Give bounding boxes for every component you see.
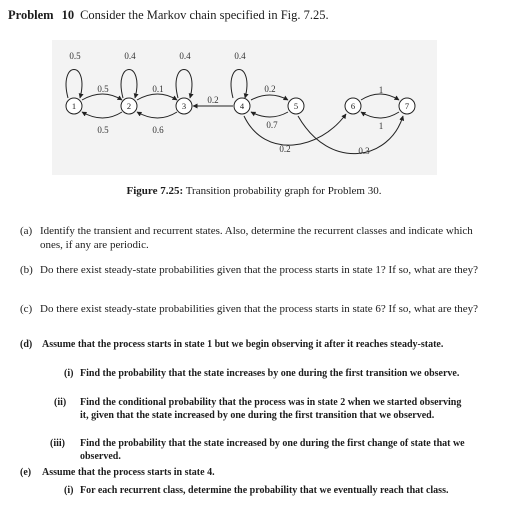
question-d-iii-label: (iii) xyxy=(50,438,65,449)
edge-5-4 xyxy=(251,112,288,117)
question-d-ii-text: Find the conditional probability that the process was in state 2 when we started observing it, given that the state increased by one during the first transition that we observed. xyxy=(80,397,462,421)
question-e xyxy=(20,467,490,481)
prob-5-4: 0.7 xyxy=(266,120,278,130)
state-label-5: 5 xyxy=(293,101,299,111)
prob-7-6: 1 xyxy=(378,121,384,131)
markov-chain-diagram xyxy=(0,0,508,180)
question-d-i-label: (i) xyxy=(64,368,74,379)
problem-number: 10 xyxy=(61,8,75,22)
edge-3-2 xyxy=(137,112,177,118)
prob-5-7: 0.3 xyxy=(358,146,370,156)
question-b-label: (b) xyxy=(20,264,33,276)
prob-4-6: 0.2 xyxy=(279,144,291,154)
self-loop-3 xyxy=(176,70,192,99)
question-e-i-label: (i) xyxy=(64,485,74,496)
state-label-4: 4 xyxy=(239,101,245,111)
state-label-1: 1 xyxy=(71,101,77,111)
edge-2-3 xyxy=(137,94,177,100)
prob-2-3: 0.1 xyxy=(152,84,164,94)
edge-5-7 xyxy=(298,116,403,154)
state-label-2: 2 xyxy=(126,101,132,111)
state-label-6: 6 xyxy=(350,101,356,111)
prob-self-1: 0.5 xyxy=(69,51,81,61)
edge-7-6 xyxy=(361,112,399,118)
state-label-3: 3 xyxy=(181,101,187,111)
prob-6-7: 1 xyxy=(378,85,384,95)
prob-self-4: 0.4 xyxy=(234,51,246,61)
question-d-ii xyxy=(54,397,478,435)
question-c-text: Do there exist steady-state probabilities given that the process starts in state 6? If so, what are they? xyxy=(40,303,479,315)
prob-self-3: 0.4 xyxy=(179,51,191,61)
prob-self-2: 0.4 xyxy=(124,51,136,61)
problem-label: Problem xyxy=(8,8,54,22)
question-d-text: Assume that the process starts in state 1 but we begin observing it after it reaches steady-state. xyxy=(42,339,444,350)
question-b xyxy=(20,264,490,294)
prob-3-2: 0.6 xyxy=(152,125,164,135)
question-e-i xyxy=(58,485,478,509)
question-d-ii-label: (ii) xyxy=(54,397,67,408)
prob-4-3: 0.2 xyxy=(207,95,219,105)
edge-4-5 xyxy=(251,95,288,100)
question-a-text: Identify the transient and recurrent states. Also, determine the recurrent classes and indicate which ones, if any are periodic. xyxy=(40,225,473,251)
question-e-text: Assume that the process starts in state 4. xyxy=(42,467,215,478)
question-a-label: (a) xyxy=(20,225,33,237)
prob-2-1: 0.5 xyxy=(97,125,109,135)
question-d-i xyxy=(58,368,478,394)
state-label-7: 7 xyxy=(404,101,410,111)
figure-caption-text: Transition probability graph for Problem 30. xyxy=(185,185,382,197)
question-c-label: (c) xyxy=(20,303,33,315)
prob-1-2: 0.5 xyxy=(97,84,109,94)
question-d-label: (d) xyxy=(20,339,33,350)
question-d-iii xyxy=(50,438,478,464)
figure-caption xyxy=(0,185,508,197)
edge-1-2 xyxy=(82,94,122,100)
question-d-i-text: Find the probability that the state increases by one during the first transition we observe. xyxy=(80,368,460,379)
edge-2-1 xyxy=(82,112,122,118)
question-a xyxy=(20,225,490,255)
question-e-i-text: For each recurrent class, determine the probability that we eventually reach that class. xyxy=(80,485,449,496)
question-c xyxy=(20,303,490,333)
self-loop-4 xyxy=(231,70,247,99)
edge-4-6 xyxy=(244,114,346,145)
question-b-text: Do there exist steady-state probabilities given that the process starts in state 1? If so, what are they? xyxy=(40,264,479,276)
question-d-iii-text: Find the probability that the state increased by one during the first change of state that we observed. xyxy=(80,438,465,462)
question-d xyxy=(20,339,490,367)
prob-4-5: 0.2 xyxy=(264,84,276,94)
question-e-label: (e) xyxy=(20,467,32,478)
problem-statement: Consider the Markov chain specified in Fig. 7.25. xyxy=(80,8,329,22)
self-loop-1 xyxy=(66,70,82,99)
figure-caption-label: Figure 7.25: xyxy=(126,185,184,197)
self-loop-2 xyxy=(121,70,137,99)
